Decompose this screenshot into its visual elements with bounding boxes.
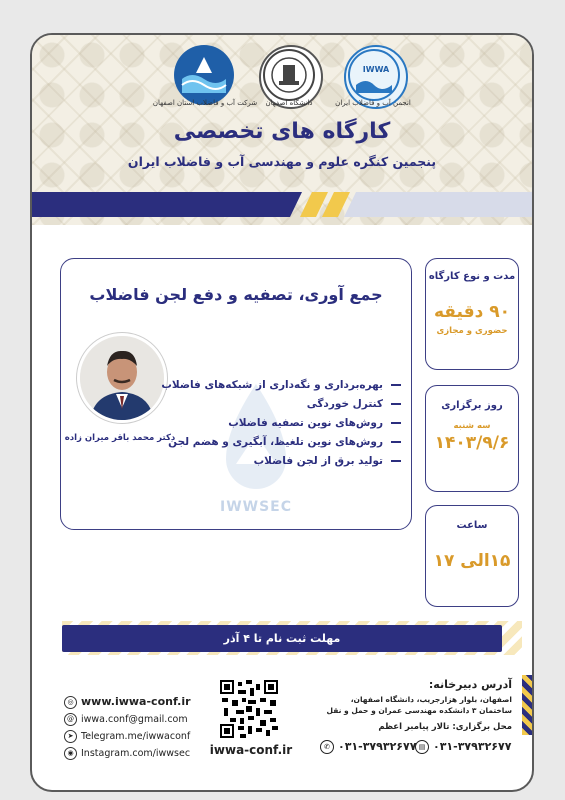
iwwa-badge-text: IWWA (362, 65, 390, 74)
address-line-1: اصفهان، بلوار هزارجریب، دانشگاه اصفهان، (350, 695, 512, 704)
decorative-stripe-band (32, 192, 532, 217)
water-company-caption: شرکت آب و فاضلاب استان اصفهان (152, 99, 258, 107)
time-label: ساعت (456, 520, 488, 531)
bullet-dash (391, 422, 401, 424)
qr-site-label[interactable]: iwwa-conf.ir (209, 743, 293, 757)
fax-icon: ▤ (415, 740, 429, 754)
water-company-logo (174, 45, 234, 105)
telegram-icon: ➤ (64, 730, 77, 743)
phone-text: ۰۳۱-۳۷۹۳۲۶۷۷ (338, 740, 417, 753)
duration-value: ۹۰ دقیقه (433, 302, 511, 322)
date-weekday: سه شنبه (453, 421, 491, 431)
topics-list (161, 379, 401, 474)
topic-text: روش‌های نوین تصفیه فاضلاب (228, 417, 383, 429)
globe-icon: ◎ (64, 696, 77, 709)
contact-website[interactable] (64, 695, 191, 709)
registration-deadline: مهلت ثبت نام تا ۴ آذر (62, 625, 502, 652)
page-subtitle: پنجمین کنگره علوم و مهندسی آب و فاضلاب ایران (127, 154, 437, 169)
contact-telegram[interactable] (64, 730, 190, 743)
iwwa-drop-icon (346, 47, 402, 103)
speaker-name: دکتر محمد باقر میران زاده (64, 433, 176, 443)
duration-type: حضوری و مجازی (436, 326, 508, 336)
iwwa-caption: انجمن آب و فاضلاب ایران (335, 99, 411, 107)
address-line-2: ساختمان ۳ دانشکده مهندسی عمران و حمل و نقل (326, 706, 512, 715)
contact-instagram[interactable] (64, 747, 190, 760)
header-band (32, 35, 532, 225)
time-box (425, 505, 519, 607)
footer-corner-stripe (522, 675, 532, 735)
fax-text: ۰۳۱-۳۷۹۳۲۶۷۷ (433, 740, 512, 753)
workshop-title: جمع آوری، تصفیه و دفع لجن فاضلاب (89, 285, 383, 304)
topic-text: بهره‌برداری و نگه‌داری از شبکه‌های فاضلاب (161, 379, 383, 391)
date-value: ۱۴۰۳/۹/۶ (434, 433, 510, 453)
fax-number[interactable] (415, 740, 511, 754)
bullet-dash (391, 403, 401, 405)
water-wave-icon (174, 45, 234, 105)
contact-text: www.iwwa-conf.ir (81, 695, 191, 708)
contact-text: Instagram.com/iwwsec (81, 748, 191, 759)
contact-email[interactable] (64, 713, 188, 726)
list-item (181, 417, 401, 429)
topic-text: کنترل خوردگی (306, 398, 383, 410)
workshop-box (60, 258, 412, 530)
date-label: روز برگزاری (441, 400, 503, 411)
venue-text: محل برگزاری: تالار پیامبر اعظم (378, 722, 512, 732)
watermark-text: IWWSEC (219, 499, 292, 515)
address-title: آدرس دبیرخانه: (428, 678, 512, 691)
duration-label: مدت و نوع کارگاه (428, 271, 516, 282)
list-item (168, 436, 401, 448)
list-item (181, 455, 401, 467)
email-icon: @ (64, 713, 77, 726)
page-title: کارگاه های تخصصی (173, 119, 391, 144)
poster-card (30, 33, 534, 792)
date-box (425, 385, 519, 492)
bullet-dash (391, 384, 401, 386)
bullet-dash (391, 460, 401, 462)
contact-text: iwwa.conf@gmail.com (81, 714, 188, 725)
topic-text: تولید برق از لجن فاضلاب (253, 455, 383, 467)
time-value: ۱۵الی ۱۷ (433, 551, 511, 571)
qr-code[interactable] (220, 680, 278, 738)
topic-text: روش‌های نوین تلغیظ، آبگیری و هضم لجن (168, 436, 383, 448)
duration-box (425, 258, 519, 370)
contact-text: Telegram.me/iwwaconf (81, 731, 191, 742)
phone-number[interactable] (320, 740, 416, 754)
list-item (161, 379, 401, 391)
instagram-icon: ◉ (64, 747, 77, 760)
phone-icon: ✆ (320, 740, 334, 754)
university-emblem-icon (261, 47, 317, 103)
university-caption: دانشگاه اصفهان (265, 99, 313, 107)
speaker-avatar-icon (80, 336, 164, 420)
bullet-dash (391, 441, 401, 443)
list-item (181, 398, 401, 410)
speaker-photo (77, 333, 167, 423)
